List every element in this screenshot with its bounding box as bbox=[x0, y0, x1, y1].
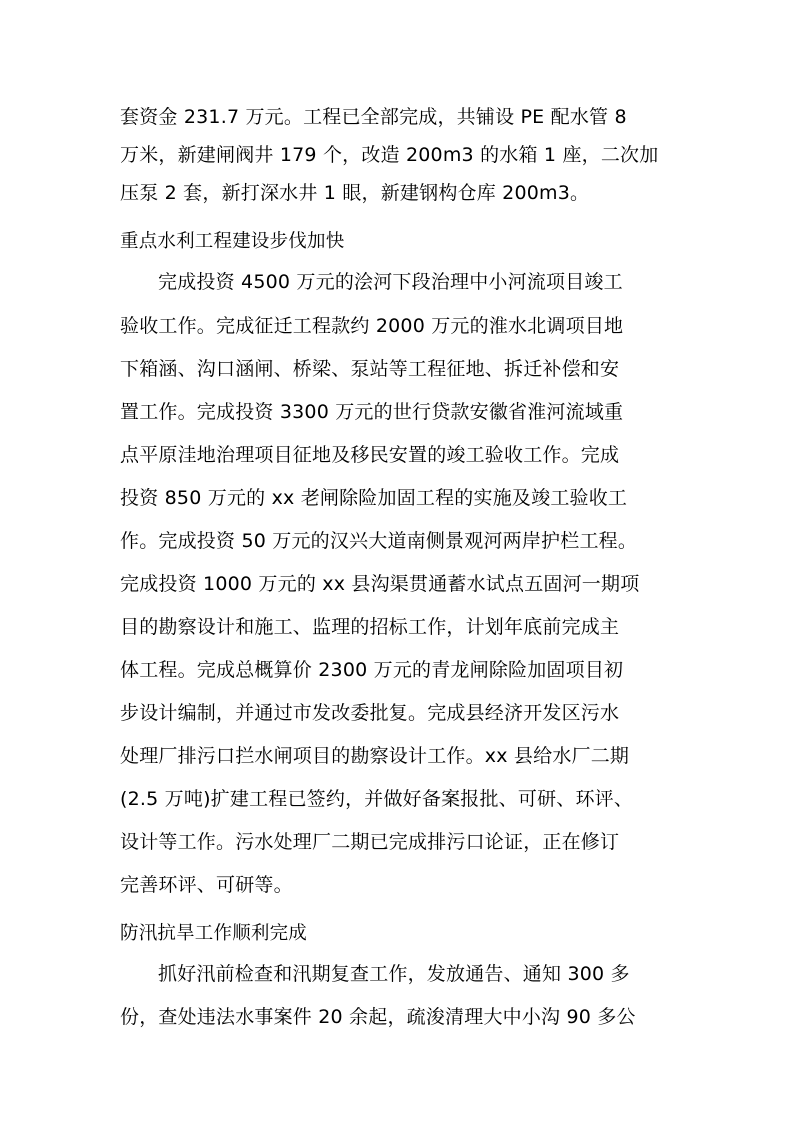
body-text-line: 验收工作。完成征迁工程款约 2000 万元的淮水北调项目地 bbox=[120, 315, 624, 337]
body-text-line: 完成投资 1000 万元的 xx 县沟渠贯通蓄水试点五固河一期项 bbox=[120, 573, 640, 595]
body-text-line: 份，查处违法水事案件 20 余起，疏浚清理大中小沟 90 多公 bbox=[120, 1006, 636, 1028]
body-text-line: 步设计编制，并通过市发改委批复。完成县经济开发区污水 bbox=[120, 702, 620, 724]
body-text-line: 抓好汛前检查和汛期复查工作，发放通告、通知 300 多 bbox=[158, 963, 630, 985]
body-text-line: 点平原洼地治理项目征地及移民安置的竣工验收工作。完成 bbox=[120, 444, 620, 466]
body-text-line: 设计等工作。污水处理厂二期已完成排污口论证，正在修订 bbox=[120, 831, 620, 853]
body-text-line: 置工作。完成投资 3300 万元的世行贷款安徽省淮河流域重 bbox=[120, 401, 624, 423]
body-text-line: 作。完成投资 50 万元的汉兴大道南侧景观河两岸护栏工程。 bbox=[120, 530, 638, 552]
body-text-line: 体工程。完成总概算价 2300 万元的青龙闸除险加固项目初 bbox=[120, 659, 624, 681]
body-text-line: 完成投资 4500 万元的浍河下段治理中小河流项目竣工 bbox=[158, 271, 623, 293]
body-text-line: 下箱涵、沟口涵闸、桥梁、泵站等工程征地、拆迁补偿和安 bbox=[120, 358, 620, 380]
body-text-line: 压泵 2 套，新打深水井 1 眼，新建钢构仓库 200m3。 bbox=[120, 182, 590, 204]
body-text-line: 万米，新建闸阀井 179 个，改造 200m3 的水箱 1 座，二次加 bbox=[120, 144, 659, 166]
section-heading: 防汛抗旱工作顺利完成 bbox=[120, 923, 308, 944]
body-text-line: (2.5 万吨)扩建工程已签约，并做好备案报批、可研、环评、 bbox=[120, 788, 634, 810]
body-text-line: 完善环评、可研等。 bbox=[120, 874, 293, 896]
body-text-line: 处理厂排污口拦水闸项目的勘察设计工作。xx 县给水厂二期 bbox=[120, 745, 630, 767]
body-text-line: 投资 850 万元的 xx 老闸除险加固工程的实施及竣工验收工 bbox=[120, 487, 628, 509]
body-text-line: 目的勘察设计和施工、监理的招标工作，计划年底前完成主 bbox=[120, 616, 620, 638]
body-text-line: 套资金 231.7 万元。工程已全部完成，共铺设 PE 配水管 8 bbox=[120, 106, 627, 128]
section-heading: 重点水利工程建设步伐加快 bbox=[120, 231, 345, 252]
